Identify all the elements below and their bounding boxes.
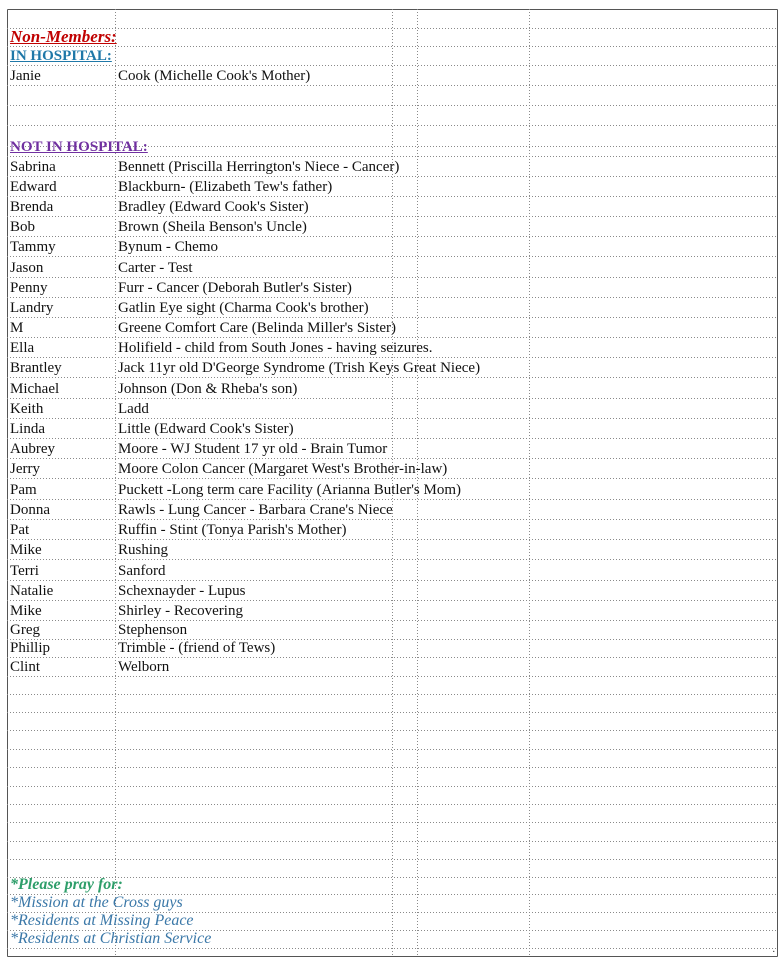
last-name-details: Johnson (Don & Rheba's son) bbox=[118, 381, 298, 397]
first-name-cell[interactable] bbox=[7, 256, 44, 277]
first-name-cell[interactable] bbox=[7, 600, 42, 620]
table-row bbox=[7, 912, 778, 930]
last-name-details: Greene Comfort Care (Belinda Miller's Sister) bbox=[118, 320, 397, 336]
first-name: Landry bbox=[10, 300, 54, 316]
last-name-cell[interactable] bbox=[115, 196, 309, 216]
last-name-cell[interactable] bbox=[115, 539, 169, 559]
first-name: Pam bbox=[10, 482, 37, 498]
first-name: Tammy bbox=[10, 239, 56, 255]
first-name: Phillip bbox=[10, 640, 51, 656]
last-name-details: Carter - Test bbox=[118, 260, 193, 276]
first-name-cell[interactable] bbox=[7, 519, 30, 539]
table-row bbox=[7, 600, 778, 620]
cell[interactable] bbox=[7, 912, 194, 930]
first-name: Jason bbox=[10, 260, 44, 276]
last-name-details: Trimble - (friend of Tews) bbox=[118, 640, 276, 656]
cell[interactable] bbox=[7, 27, 117, 46]
last-name-details: Ladd bbox=[118, 401, 149, 417]
last-name-details: Ruffin - Stint (Tonya Parish's Mother) bbox=[118, 522, 347, 538]
last-name-details: Rawls - Lung Cancer - Barbara Crane's Niece bbox=[118, 502, 393, 518]
table-row bbox=[7, 317, 778, 337]
last-name-details: Sanford bbox=[118, 563, 166, 579]
last-name-cell[interactable] bbox=[115, 620, 188, 639]
table-row bbox=[7, 156, 778, 176]
last-name-details: Stephenson bbox=[118, 622, 188, 638]
last-name-details: Moore Colon Cancer (Margaret West's Brother-in-law) bbox=[118, 461, 448, 477]
first-name-cell[interactable] bbox=[7, 196, 54, 216]
first-name-cell[interactable] bbox=[7, 620, 40, 639]
please-pray-heading: *Please pray for: bbox=[10, 876, 123, 893]
table-row bbox=[7, 478, 778, 499]
first-name-cell[interactable] bbox=[7, 297, 54, 317]
last-name-cell[interactable] bbox=[115, 458, 448, 478]
first-name: Edward bbox=[10, 179, 57, 195]
first-name-cell[interactable] bbox=[7, 156, 56, 176]
last-name-details: Bynum - Chemo bbox=[118, 239, 218, 255]
table-row bbox=[7, 65, 778, 85]
last-name-cell[interactable] bbox=[115, 418, 294, 438]
cell[interactable] bbox=[7, 930, 212, 948]
last-name-cell[interactable] bbox=[115, 377, 298, 398]
first-name-cell[interactable] bbox=[7, 337, 35, 357]
first-name-cell[interactable] bbox=[7, 458, 40, 478]
table-row bbox=[7, 398, 778, 418]
row-not-in-hospital-header bbox=[7, 139, 778, 156]
last-name-details: Puckett -Long term care Facility (Arianna Butler's Mom) bbox=[118, 482, 462, 498]
first-name: Aubrey bbox=[10, 441, 55, 457]
last-name-cell[interactable] bbox=[115, 519, 347, 539]
last-name-cell[interactable] bbox=[115, 398, 149, 418]
last-name-cell[interactable] bbox=[115, 156, 400, 176]
table-row bbox=[7, 657, 778, 676]
first-name-cell[interactable] bbox=[7, 377, 60, 398]
first-name-cell[interactable] bbox=[7, 478, 37, 499]
first-name-cell[interactable] bbox=[7, 398, 44, 418]
not-in-hospital-heading: NOT IN HOSPITAL: bbox=[10, 139, 148, 155]
non-members-heading: Non-Members: bbox=[10, 27, 117, 46]
table-row bbox=[7, 236, 778, 256]
table-row bbox=[7, 337, 778, 357]
table-row bbox=[7, 559, 778, 580]
table-row bbox=[7, 277, 778, 297]
last-name-details: Jack 11yr old D'George Syndrome (Trish Keys Great Niece) bbox=[118, 360, 481, 376]
table-row bbox=[7, 176, 778, 196]
last-name-details: Rushing bbox=[118, 542, 169, 558]
last-name-details: Moore - WJ Student 17 yr old - Brain Tumor bbox=[118, 441, 388, 457]
last-name-details: Furr - Cancer (Deborah Butler's Sister) bbox=[118, 280, 352, 296]
last-name-cell[interactable] bbox=[115, 657, 170, 676]
first-name: Michael bbox=[10, 381, 60, 397]
first-name: Terri bbox=[10, 563, 39, 579]
row-please-pray-header bbox=[7, 877, 778, 894]
table-row bbox=[7, 894, 778, 912]
cell[interactable] bbox=[7, 876, 123, 894]
table-row bbox=[7, 438, 778, 458]
first-name: Mike bbox=[10, 542, 42, 558]
last-name-cell[interactable] bbox=[115, 438, 388, 458]
last-name-details: Blackburn- (Elizabeth Tew's father) bbox=[118, 179, 333, 195]
last-name-cell[interactable] bbox=[115, 600, 243, 620]
last-name-cell[interactable] bbox=[115, 65, 311, 85]
table-row bbox=[7, 196, 778, 216]
last-name-details: Bennett (Priscilla Herrington's Niece - Cancer) bbox=[118, 159, 400, 175]
first-name: Clint bbox=[10, 659, 41, 675]
first-name-cell[interactable] bbox=[7, 236, 56, 256]
last-name-details: Shirley - Recovering bbox=[118, 603, 243, 619]
pray-item: *Residents at Missing Peace bbox=[10, 912, 194, 929]
table-row bbox=[7, 418, 778, 438]
table-row bbox=[7, 297, 778, 317]
first-name: Linda bbox=[10, 421, 45, 437]
first-name-cell[interactable] bbox=[7, 277, 48, 297]
last-name-cell[interactable] bbox=[115, 256, 193, 277]
last-name-cell[interactable] bbox=[115, 478, 462, 499]
first-name-cell[interactable] bbox=[7, 317, 24, 337]
last-name-cell[interactable] bbox=[115, 559, 166, 580]
in-hospital-heading: IN HOSPITAL: bbox=[10, 48, 112, 64]
table-row bbox=[7, 620, 778, 639]
last-name-cell[interactable] bbox=[115, 297, 369, 317]
first-name-cell[interactable] bbox=[7, 539, 42, 559]
first-name: Greg bbox=[10, 622, 40, 638]
last-name-cell[interactable] bbox=[115, 639, 276, 657]
first-name-cell[interactable] bbox=[7, 639, 51, 657]
table-row bbox=[7, 499, 778, 519]
last-name-cell[interactable] bbox=[115, 176, 333, 196]
first-name: Natalie bbox=[10, 583, 54, 599]
table-row bbox=[7, 256, 778, 277]
pray-item: *Mission at the Cross guys bbox=[10, 894, 183, 911]
table-row bbox=[7, 377, 778, 398]
first-name: Brenda bbox=[10, 199, 54, 215]
table-row bbox=[7, 580, 778, 600]
last-name-details: Holifield - child from South Jones - having seizures. bbox=[118, 340, 433, 356]
first-name: Keith bbox=[10, 401, 44, 417]
first-name: Jerry bbox=[10, 461, 40, 477]
first-name-cell[interactable] bbox=[7, 657, 41, 676]
last-name-details: Gatlin Eye sight (Charma Cook's brother) bbox=[118, 300, 369, 316]
last-name-cell[interactable] bbox=[115, 317, 397, 337]
cell[interactable] bbox=[7, 46, 112, 65]
first-name-cell[interactable] bbox=[7, 418, 45, 438]
first-name-cell[interactable] bbox=[7, 216, 36, 236]
last-name-details: Brown (Sheila Benson's Uncle) bbox=[118, 219, 307, 235]
first-name-cell[interactable] bbox=[7, 438, 55, 458]
last-name-cell[interactable] bbox=[115, 216, 307, 236]
first-name-cell[interactable] bbox=[7, 499, 50, 519]
first-name: Brantley bbox=[10, 360, 62, 376]
table-row bbox=[7, 539, 778, 559]
first-name: M bbox=[10, 320, 24, 336]
last-name-cell[interactable] bbox=[115, 236, 218, 256]
last-name-details: Bradley (Edward Cook's Sister) bbox=[118, 199, 309, 215]
first-name: Ella bbox=[10, 340, 35, 356]
first-name: Pat bbox=[10, 522, 30, 538]
table-row bbox=[7, 357, 778, 377]
first-name-cell[interactable] bbox=[7, 357, 62, 377]
row-in-hospital-header bbox=[7, 46, 778, 65]
pray-item: *Residents at Christian Service bbox=[10, 930, 212, 947]
first-name: Bob bbox=[10, 219, 36, 235]
first-name: Sabrina bbox=[10, 159, 56, 175]
first-name: Penny bbox=[10, 280, 48, 296]
first-name-cell[interactable] bbox=[7, 559, 39, 580]
table-row bbox=[7, 639, 778, 657]
cell[interactable] bbox=[7, 894, 183, 912]
last-name-cell[interactable] bbox=[115, 499, 393, 519]
first-name: Donna bbox=[10, 502, 50, 518]
first-name: Mike bbox=[10, 603, 42, 619]
table-row bbox=[7, 216, 778, 236]
last-name-details: Welborn bbox=[118, 659, 170, 675]
last-name-cell[interactable] bbox=[115, 337, 433, 357]
first-name-cell[interactable] bbox=[7, 65, 41, 85]
table-row bbox=[7, 458, 778, 478]
last-name-details: Cook (Michelle Cook's Mother) bbox=[118, 68, 311, 84]
last-name-details: Schexnayder - Lupus bbox=[118, 583, 246, 599]
first-name-cell[interactable] bbox=[7, 176, 57, 196]
first-name: Janie bbox=[10, 68, 41, 84]
spreadsheet bbox=[7, 9, 778, 957]
first-name-cell[interactable] bbox=[7, 580, 54, 600]
last-name-cell[interactable] bbox=[115, 580, 246, 600]
last-name-cell[interactable] bbox=[115, 277, 352, 297]
cell[interactable] bbox=[7, 139, 148, 156]
last-name-details: Little (Edward Cook's Sister) bbox=[118, 421, 294, 437]
table-row bbox=[7, 519, 778, 539]
corner-mark: . bbox=[772, 944, 775, 955]
last-name-cell[interactable] bbox=[115, 357, 481, 377]
row-non-members-header bbox=[7, 28, 778, 46]
table-row bbox=[7, 930, 778, 948]
